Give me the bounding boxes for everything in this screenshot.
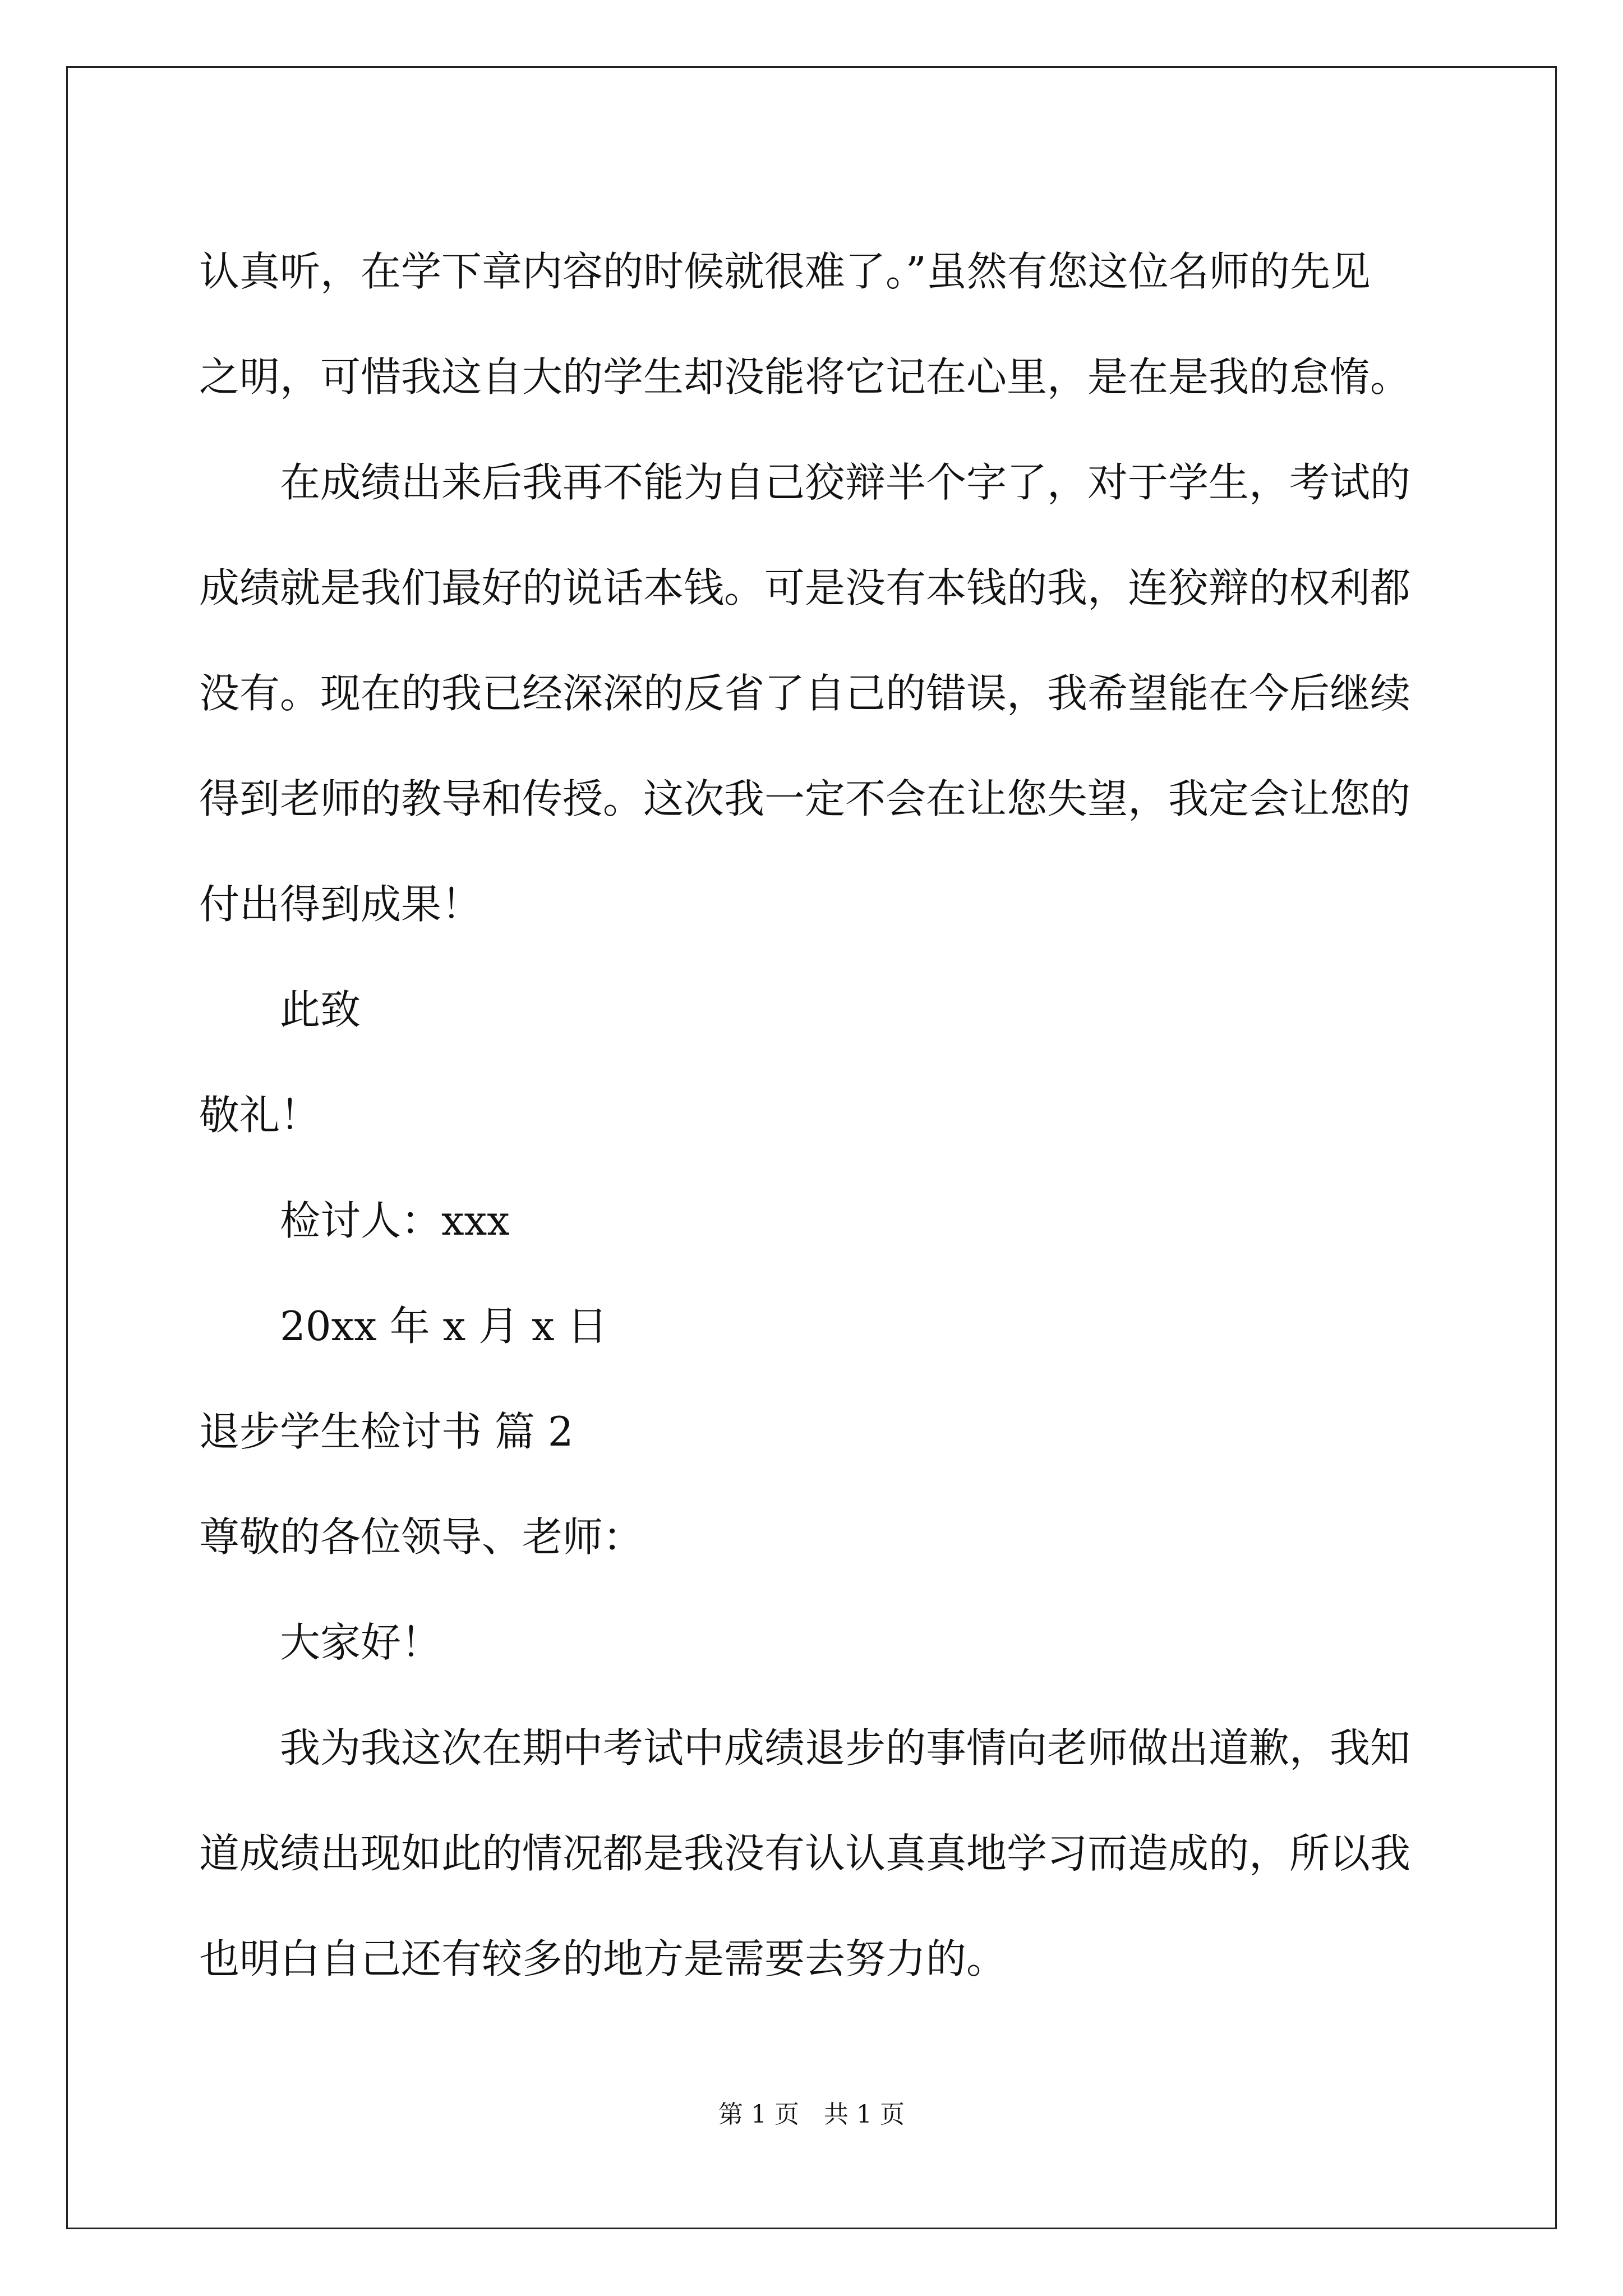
date: 20xx 年 x 月 x 日 (280, 1303, 608, 1350)
document-body (199, 219, 1427, 2012)
closing-regards: 敬礼！ (199, 1092, 321, 1139)
greeting-recipients: 尊敬的各位领导、老师： (199, 1513, 644, 1561)
page-footer: 第 1 页 共 1 页 (718, 2100, 905, 2129)
section-title: 退步学生检讨书 篇 2 (199, 1408, 574, 1455)
body-line: 成绩就是我们最好的说话本钱。可是没有本钱的我，连狡辩的权利都 (199, 564, 1411, 611)
body-line: 得到老师的教导和传授。这次我一定不会在让您失望，我定会让您的 (199, 775, 1411, 822)
signature: 检讨人：xxx (280, 1197, 510, 1244)
closing-salutation: 此致 (280, 986, 361, 1033)
greeting: 大家好！ (280, 1619, 442, 1666)
body-line: 没有。现在的我已经深深的反省了自己的错误，我希望能在今后继续 (199, 670, 1411, 717)
body-line: 之明，可惜我这自大的学生却没能将它记在心里，是在是我的怠惰。 (199, 353, 1411, 401)
body-line: 也明白自己还有较多的地方是需要去努力的。 (199, 1935, 1007, 1982)
body-line: 道成绩出现如此的情况都是我没有认认真真地学习而造成的，所以我 (199, 1830, 1411, 1877)
body-line: 我为我这次在期中考试中成绩退步的事情向老师做出道歉，我知 (280, 1724, 1411, 1772)
body-line: 认真听，在学下章内容的时候就很难了。”虽然有您这位名师的先见 (199, 248, 1371, 295)
body-line: 在成绩出来后我再不能为自己狡辩半个字了，对于学生，考试的 (280, 459, 1411, 506)
body-line: 付出得到成果！ (199, 881, 482, 928)
